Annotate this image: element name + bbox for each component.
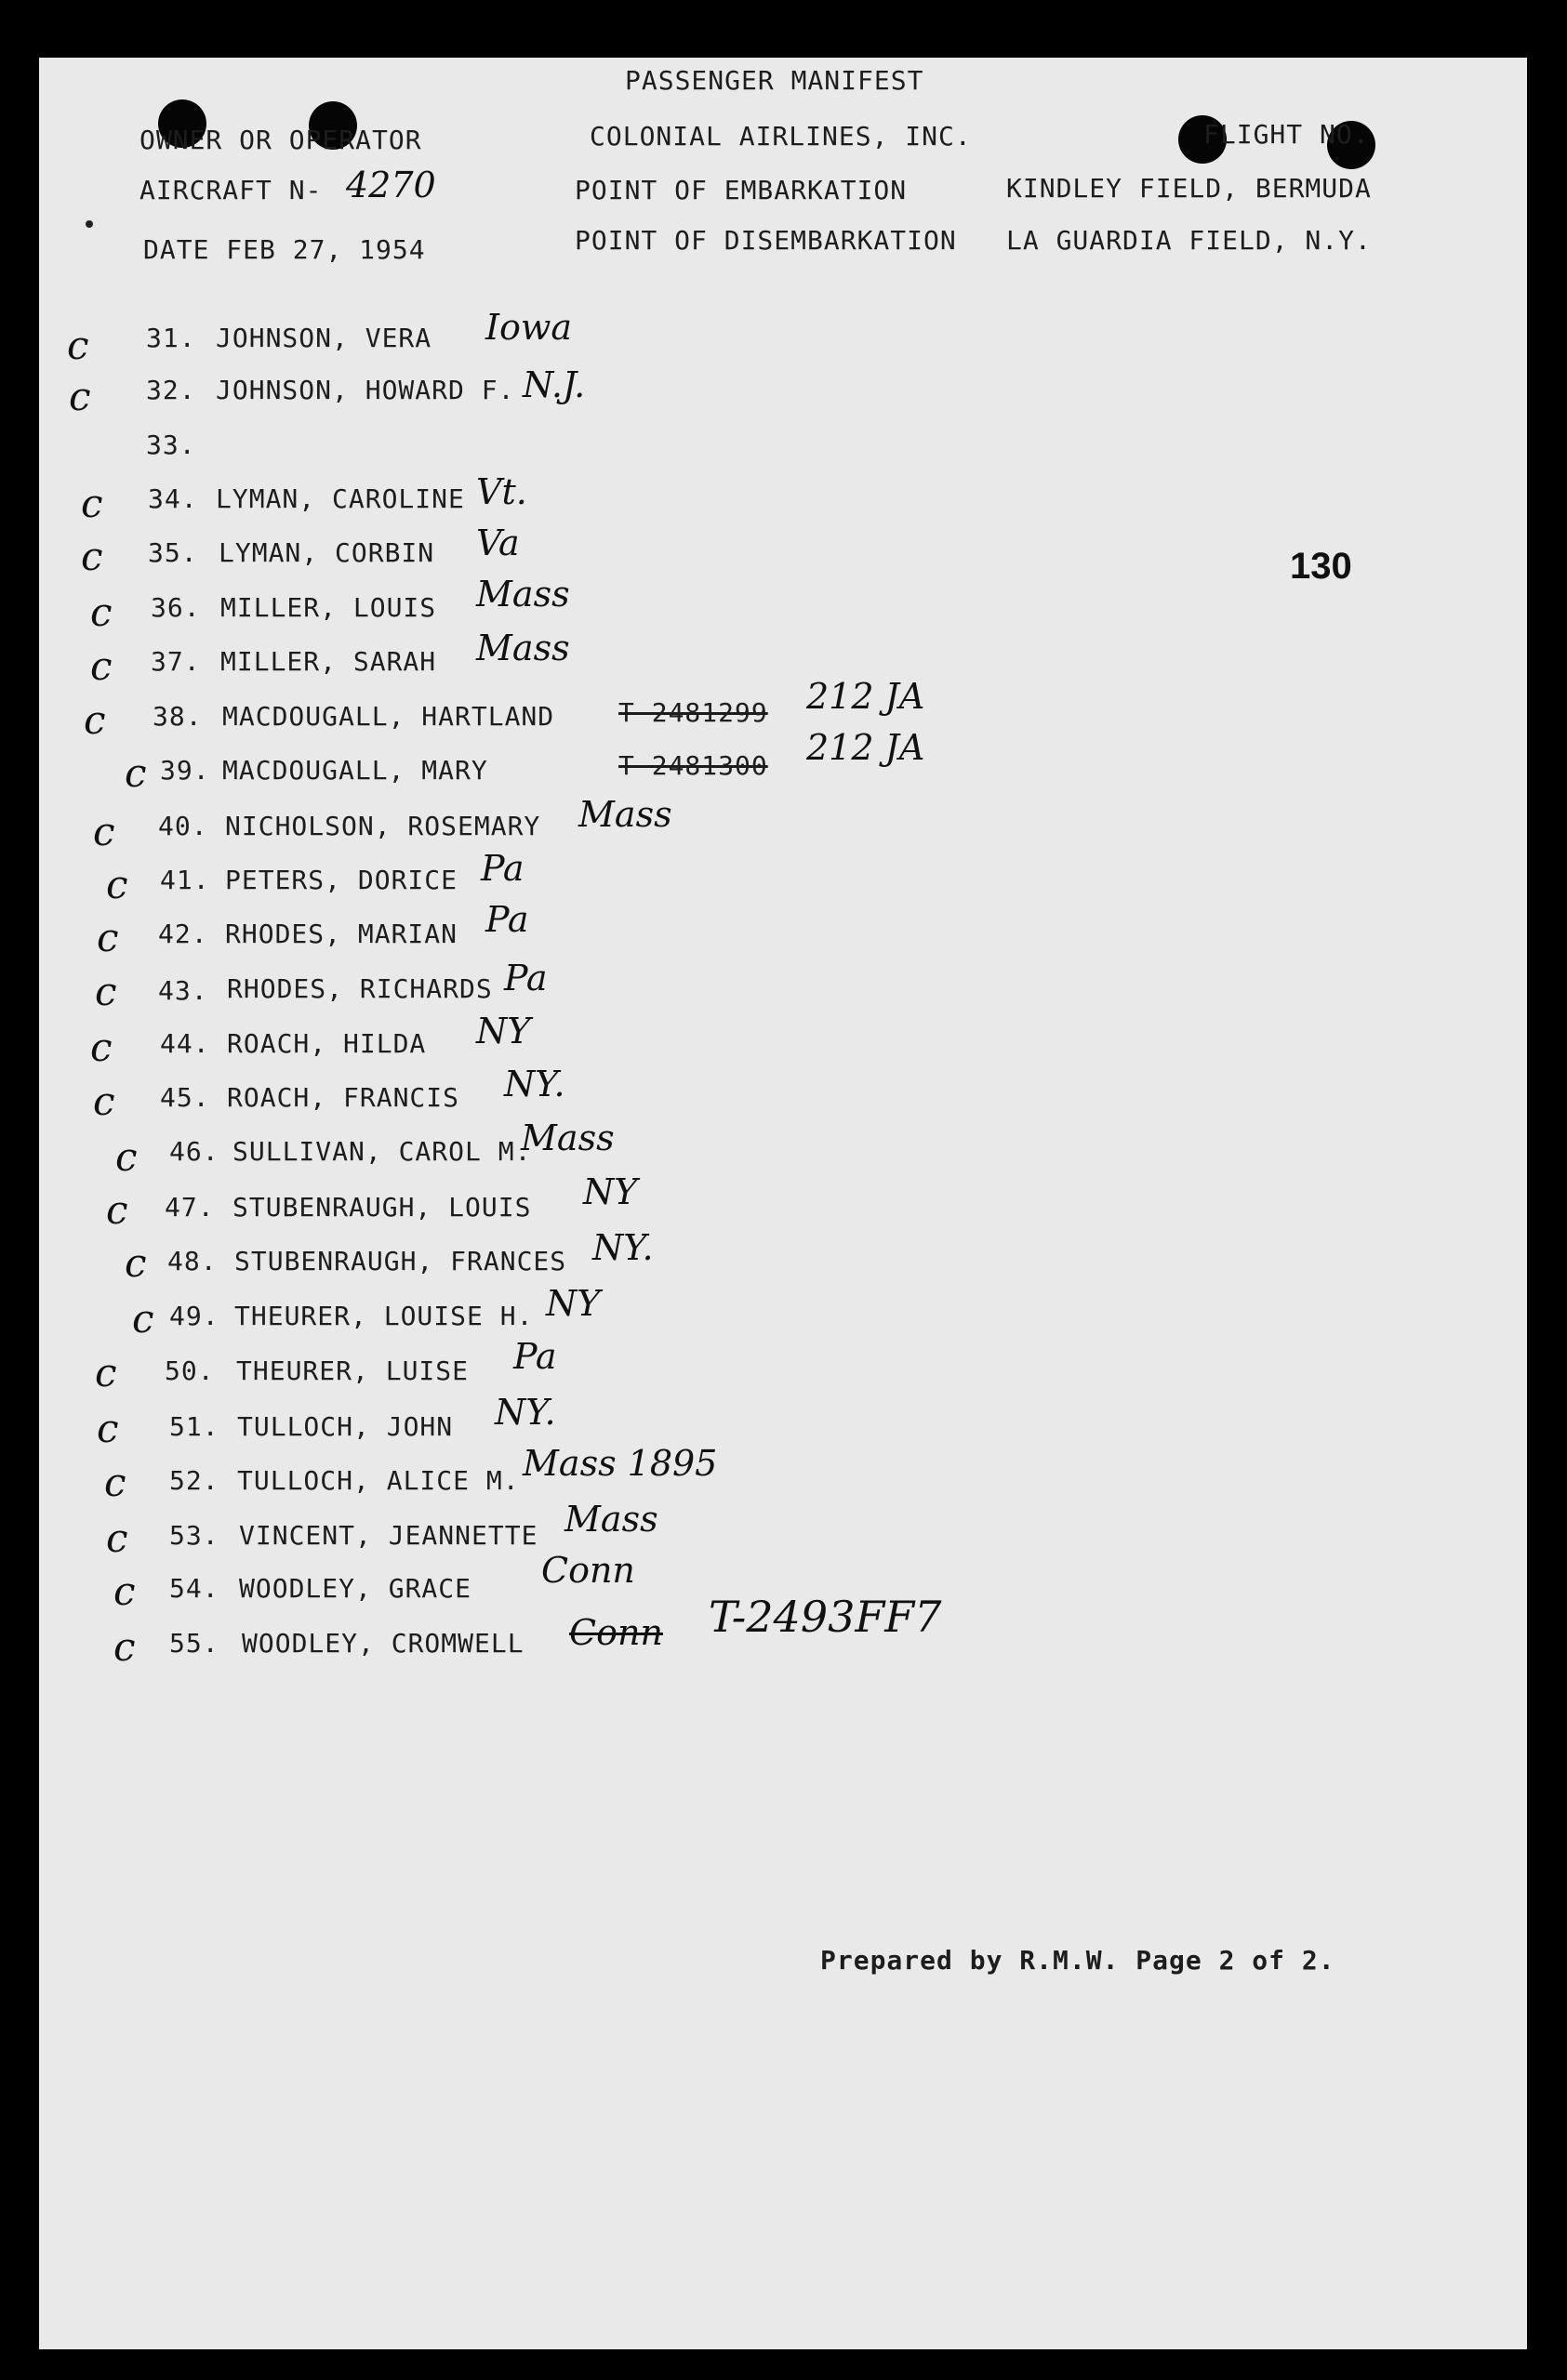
passenger-name: WOODLEY, CROMWELL bbox=[242, 1628, 525, 1659]
ticket-number: T 2481300 bbox=[618, 750, 768, 781]
check-mark: c bbox=[106, 1187, 128, 1233]
handwritten-note: NY bbox=[546, 1283, 601, 1324]
passenger-name: ROACH, FRANCIS bbox=[227, 1082, 460, 1113]
owner-value: COLONIAL AIRLINES, INC. bbox=[590, 121, 972, 152]
check-mark: c bbox=[113, 1568, 136, 1614]
handwritten-note: Pa bbox=[504, 958, 548, 998]
check-mark: c bbox=[93, 1078, 115, 1124]
passenger-name: JOHNSON, VERA bbox=[216, 323, 432, 353]
row-number: 36. bbox=[151, 592, 201, 623]
row-number: 41. bbox=[160, 865, 210, 895]
manifest-page bbox=[39, 58, 1527, 2349]
check-mark: c bbox=[84, 697, 106, 743]
row-number: 31. bbox=[146, 323, 196, 353]
owner-label: OWNER OR OPERATOR bbox=[139, 125, 422, 155]
passenger-name: NICHOLSON, ROSEMARY bbox=[225, 811, 541, 841]
handwritten-note: Iowa bbox=[485, 307, 573, 348]
embark-value: KINDLEY FIELD, BERMUDA bbox=[1006, 173, 1372, 204]
handwritten-note: Va bbox=[476, 522, 520, 563]
passenger-name: WOODLEY, GRACE bbox=[239, 1573, 472, 1604]
check-mark: c bbox=[95, 1350, 117, 1395]
handwritten-note: NY bbox=[583, 1171, 638, 1212]
row-number: 39. bbox=[160, 755, 210, 786]
check-mark: c bbox=[125, 750, 147, 796]
passenger-name: TULLOCH, ALICE M. bbox=[237, 1465, 520, 1496]
check-mark: c bbox=[67, 323, 89, 368]
check-mark: c bbox=[97, 915, 119, 960]
check-mark: c bbox=[106, 862, 128, 907]
row-number: 40. bbox=[158, 811, 208, 841]
aircraft-label: AIRCRAFT N- bbox=[139, 175, 323, 205]
handwritten-note: Vt. bbox=[476, 471, 527, 512]
embark-label: POINT OF EMBARKATION bbox=[575, 175, 908, 205]
prepared-by-footer: Prepared by R.M.W. Page 2 of 2. bbox=[820, 1945, 1335, 1976]
passenger-name: ROACH, HILDA bbox=[227, 1028, 427, 1059]
passenger-name: PETERS, DORICE bbox=[225, 865, 458, 895]
check-mark: c bbox=[69, 374, 91, 419]
passenger-name: SULLIVAN, CAROL M. bbox=[232, 1136, 532, 1167]
struck-note: Conn bbox=[569, 1612, 663, 1653]
check-mark: c bbox=[95, 969, 117, 1014]
check-mark: c bbox=[115, 1134, 138, 1180]
row-number: 37. bbox=[151, 646, 201, 677]
passenger-name: VINCENT, JEANNETTE bbox=[239, 1520, 538, 1551]
page-stamp-number: 130 bbox=[1290, 546, 1352, 587]
check-mark: c bbox=[81, 481, 103, 526]
passenger-name: LYMAN, CORBIN bbox=[219, 537, 435, 568]
row-number: 45. bbox=[160, 1082, 210, 1113]
handwritten-note: NY. bbox=[504, 1064, 565, 1104]
row-number: 49. bbox=[169, 1301, 219, 1331]
handwritten-note: Mass 1895 bbox=[523, 1443, 718, 1484]
row-number: 33. bbox=[146, 430, 196, 460]
handwritten-note: N.J. bbox=[523, 364, 586, 405]
check-mark: c bbox=[104, 1460, 126, 1505]
passenger-name: STUBENRAUGH, FRANCES bbox=[234, 1246, 567, 1276]
passenger-name: THEURER, LOUISE H. bbox=[234, 1301, 534, 1331]
row-number: 32. bbox=[146, 375, 196, 405]
passenger-name: RHODES, RICHARDS bbox=[227, 973, 493, 1004]
check-mark: c bbox=[113, 1624, 136, 1670]
passenger-name: JOHNSON, HOWARD F. bbox=[216, 375, 515, 405]
aircraft-number: 4270 bbox=[346, 165, 436, 205]
flight-label: FLIGHT NO. bbox=[1203, 119, 1370, 150]
check-mark: c bbox=[132, 1296, 154, 1342]
handwritten-note: Pa bbox=[485, 899, 529, 940]
handwritten-note: NY bbox=[476, 1011, 531, 1051]
disembark-label: POINT OF DISEMBARKATION bbox=[575, 225, 957, 256]
handwritten-note: Pa bbox=[481, 848, 525, 889]
check-mark: c bbox=[97, 1406, 119, 1451]
check-mark: c bbox=[90, 1025, 113, 1070]
date-label: DATE FEB 27, 1954 bbox=[143, 234, 426, 265]
row-number: 50. bbox=[165, 1355, 215, 1386]
check-mark: c bbox=[93, 809, 115, 854]
row-number: 48. bbox=[167, 1246, 218, 1276]
passenger-name: THEURER, LUISE bbox=[236, 1355, 470, 1386]
row-number: 38. bbox=[153, 701, 203, 732]
handwritten-note: Conn bbox=[541, 1550, 635, 1591]
row-number: 47. bbox=[165, 1192, 215, 1223]
check-mark: c bbox=[106, 1515, 128, 1561]
handwritten-note: T-2493FF7 bbox=[709, 1592, 942, 1642]
row-number: 42. bbox=[158, 919, 208, 949]
passenger-name: TULLOCH, JOHN bbox=[237, 1411, 454, 1442]
handwritten-note: Mass bbox=[564, 1499, 658, 1540]
handwritten-note: Mass bbox=[578, 794, 672, 835]
row-number: 54. bbox=[169, 1573, 219, 1604]
passenger-name: RHODES, MARIAN bbox=[225, 919, 458, 949]
row-number: 35. bbox=[148, 537, 198, 568]
handwritten-note: Mass bbox=[476, 574, 570, 615]
disembark-value: LA GUARDIA FIELD, N.Y. bbox=[1006, 225, 1372, 256]
check-mark: c bbox=[125, 1240, 147, 1286]
handwritten-note: Mass bbox=[521, 1117, 615, 1158]
row-number: 51. bbox=[169, 1411, 219, 1442]
row-number: 52. bbox=[169, 1465, 219, 1496]
stray-mark bbox=[86, 220, 93, 228]
check-mark: c bbox=[90, 643, 113, 689]
row-number: 46. bbox=[169, 1136, 219, 1167]
row-number: 53. bbox=[169, 1520, 219, 1551]
row-number: 43. bbox=[158, 975, 208, 1006]
handwritten-note: 212 JA bbox=[806, 676, 925, 717]
passenger-name: MILLER, SARAH bbox=[220, 646, 437, 677]
passenger-name: LYMAN, CAROLINE bbox=[216, 483, 465, 514]
row-number: 44. bbox=[160, 1028, 210, 1059]
passenger-name: MACDOUGALL, MARY bbox=[222, 755, 488, 786]
passenger-name: MACDOUGALL, HARTLAND bbox=[222, 701, 555, 732]
passenger-name: STUBENRAUGH, LOUIS bbox=[232, 1192, 532, 1223]
handwritten-note: NY. bbox=[592, 1227, 654, 1268]
handwritten-note: Mass bbox=[476, 628, 570, 668]
handwritten-note: NY. bbox=[495, 1392, 556, 1433]
ticket-number: T 2481299 bbox=[618, 697, 768, 728]
check-mark: c bbox=[81, 534, 103, 579]
manifest-title: PASSENGER MANIFEST bbox=[625, 65, 924, 96]
handwritten-note: Pa bbox=[513, 1336, 557, 1377]
passenger-name: MILLER, LOUIS bbox=[220, 592, 437, 623]
check-mark: c bbox=[90, 589, 113, 635]
handwritten-note: 212 JA bbox=[806, 727, 925, 768]
row-number: 55. bbox=[169, 1628, 219, 1659]
row-number: 34. bbox=[148, 483, 198, 514]
